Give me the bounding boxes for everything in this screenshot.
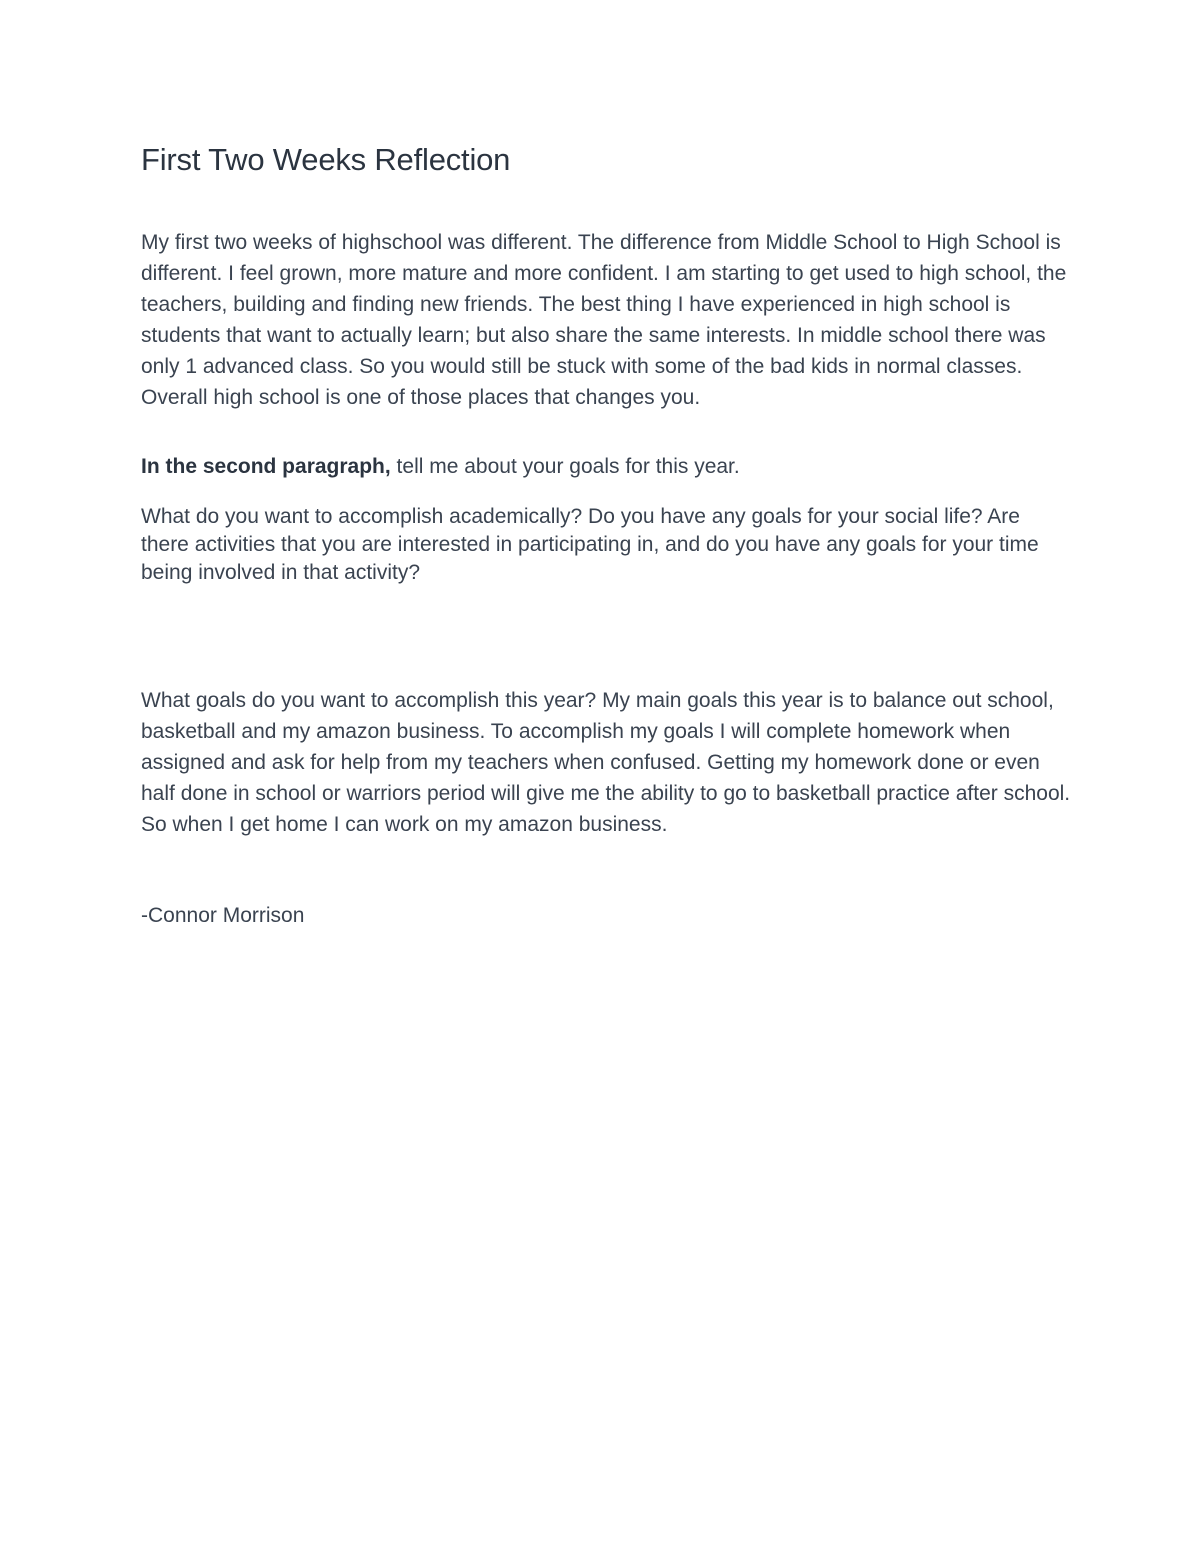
signature: -Connor Morrison [141, 904, 305, 927]
prompt-rest-text: tell me about your goals for this year. [390, 455, 740, 478]
prompt-bold-text: In the second paragraph, [141, 455, 391, 478]
prompt-questions: What do you want to accomplish academically? Do you have any goals for your social life? Are there activities that you are interested in participating in, and do you have any goals for your time being involved in that activity? [141, 505, 1039, 584]
reflection-paragraph-1: My first two weeks of highschool was different. The difference from Middle School to High School is different. I feel grown, more mature and more confident. I am starting to get used to high school, the teachers, building and finding new friends. The best thing I have experienced in high school is students that want to actually learn; but also share the same interests. In middle school there was only 1 advanced class. So you would still be stuck with some of the bad kids in normal classes. Overall high school is one of those places that changes you. [141, 231, 1067, 409]
reflection-paragraph-2: What goals do you want to accomplish this year? My main goals this year is to balance out school, basketball and my amazon business. To accomplish my goals I will complete homework when assigned and ask for help from my teachers when confused. Getting my homework done or even half done in school or warriors period will give me the ability to go to basketball practice after school. So when I get home I can work on my amazon business. [141, 689, 1071, 836]
document-title: First Two Weeks Reflection [141, 142, 511, 177]
document-content [141, 140, 1071, 952]
prompt-intro [141, 451, 1071, 482]
